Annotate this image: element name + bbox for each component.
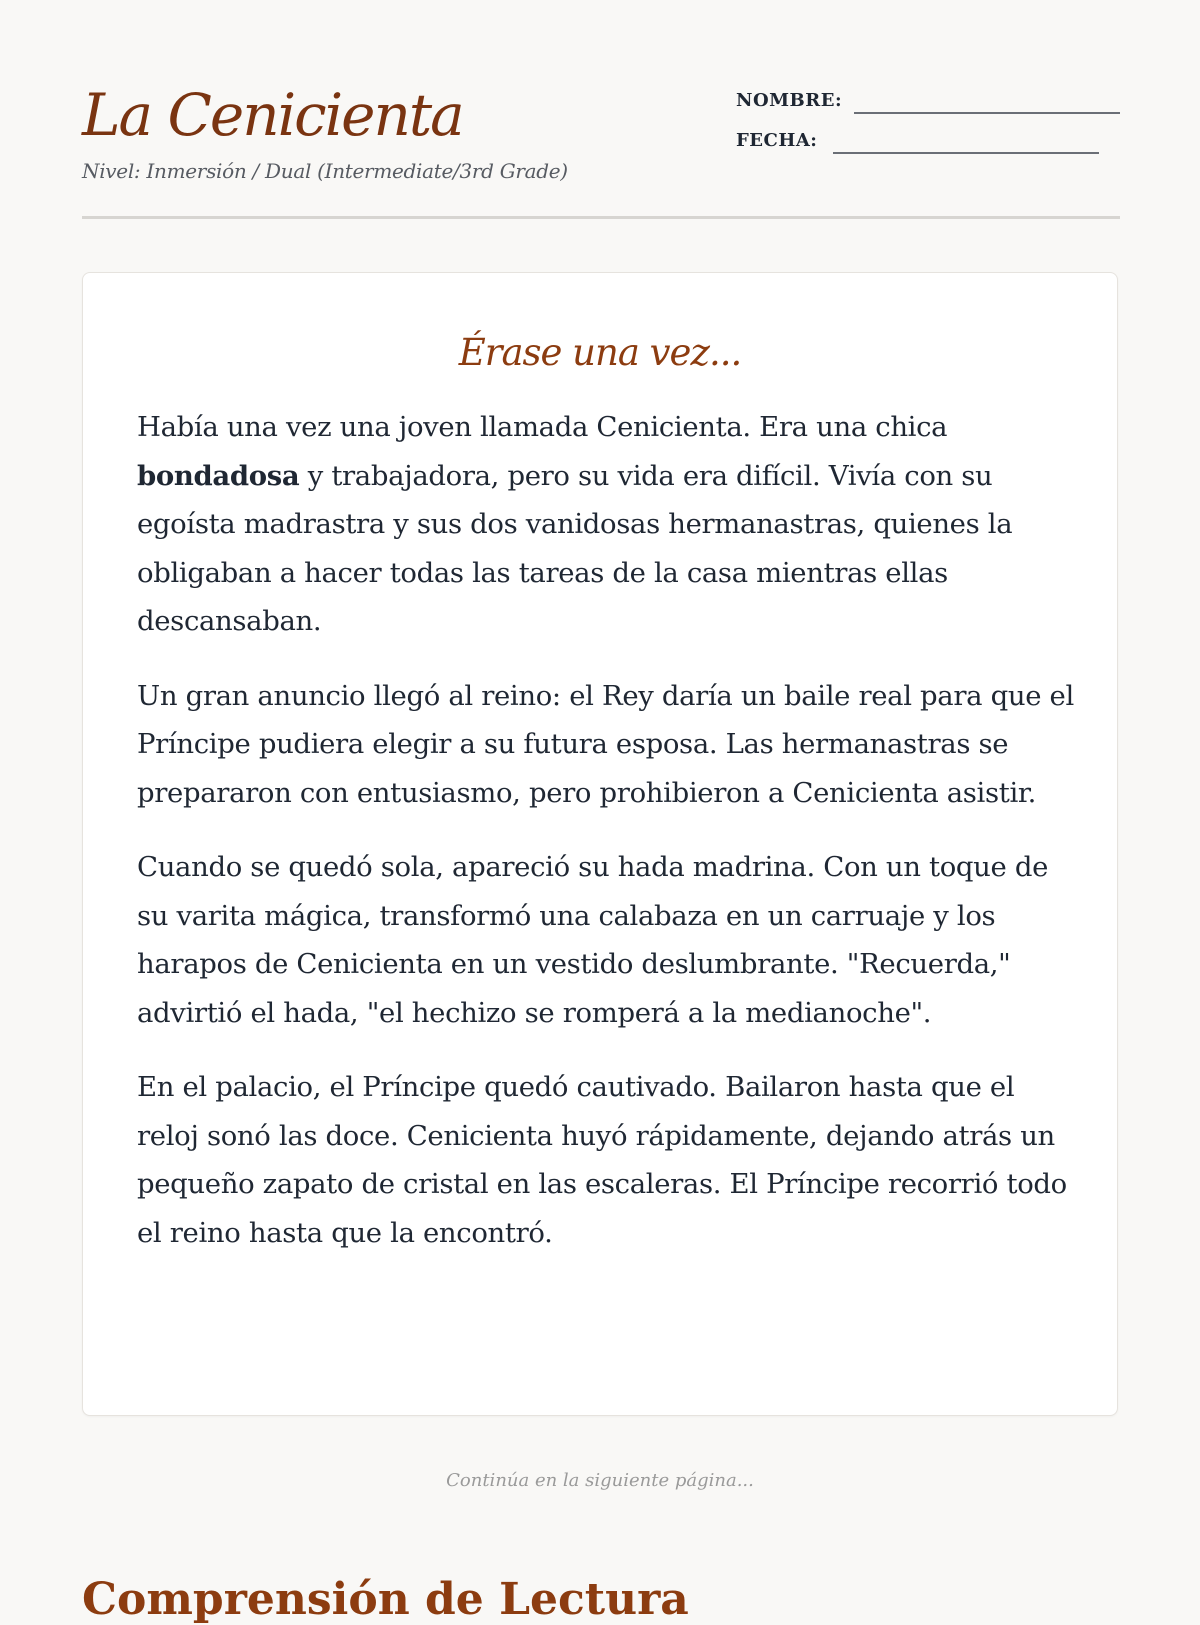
story-paragraph-1 bbox=[137, 403, 1077, 646]
paragraph-1-start: Había una vez una joven llamada Cenicienta. Era una chica bbox=[137, 411, 948, 443]
next-section-heading: Comprensión de Lectura bbox=[82, 1574, 689, 1625]
continue-note: Continúa en la siguiente página... bbox=[446, 1470, 754, 1491]
level-subtitle: Nivel: Inmersión / Dual (Intermediate/3rd Grade) bbox=[82, 159, 568, 183]
story-heading: Érase una vez... bbox=[458, 331, 742, 374]
date-field-row bbox=[736, 124, 1099, 154]
worksheet-header bbox=[82, 78, 1120, 219]
name-blank-line[interactable] bbox=[854, 112, 1120, 114]
paragraph-1-end: y trabajadora, pero su vida era difícil. Vivía con su egoísta madrastra y sus dos vanidosas hermanastras, quienes la obligaban a hacer todas las tareas de la casa mientras ellas descansaban. bbox=[137, 459, 1013, 637]
name-label: NOMBRE: bbox=[736, 90, 843, 111]
story-card bbox=[82, 272, 1118, 1416]
name-field-row bbox=[736, 84, 1120, 114]
story-paragraph-4: En el palacio, el Príncipe quedó cautivado. Bailaron hasta que el reloj sonó las doce. Cenicienta huyó rápidamente, dejando atrás un pequeño zapato de cristal en las escaleras. El Príncipe recorrió todo el reino hasta que la encontró. bbox=[137, 1071, 1067, 1249]
date-blank-line[interactable] bbox=[833, 152, 1099, 154]
story-text bbox=[137, 403, 1077, 1283]
vocab-word-bondadosa: bondadosa bbox=[137, 459, 300, 492]
story-paragraph-2: Un gran anuncio llegó al reino: el Rey daría un baile real para que el Príncipe pudiera elegir a su futura esposa. Las hermanastras se prepararon con entusiasmo, pero prohibieron a Cenicienta asistir. bbox=[137, 679, 1074, 809]
page-title: La Cenicienta bbox=[82, 81, 463, 149]
story-paragraph-3: Cuando se quedó sola, apareció su hada madrina. Con un toque de su varita mágica, transformó una calabaza en un carruaje y los harapos de Cenicienta en un vestido deslumbrante. "Recuerda," advirtió el hada, "el hechizo se romperá a la medianoche". bbox=[137, 851, 1049, 1029]
date-label: FECHA: bbox=[736, 130, 818, 151]
